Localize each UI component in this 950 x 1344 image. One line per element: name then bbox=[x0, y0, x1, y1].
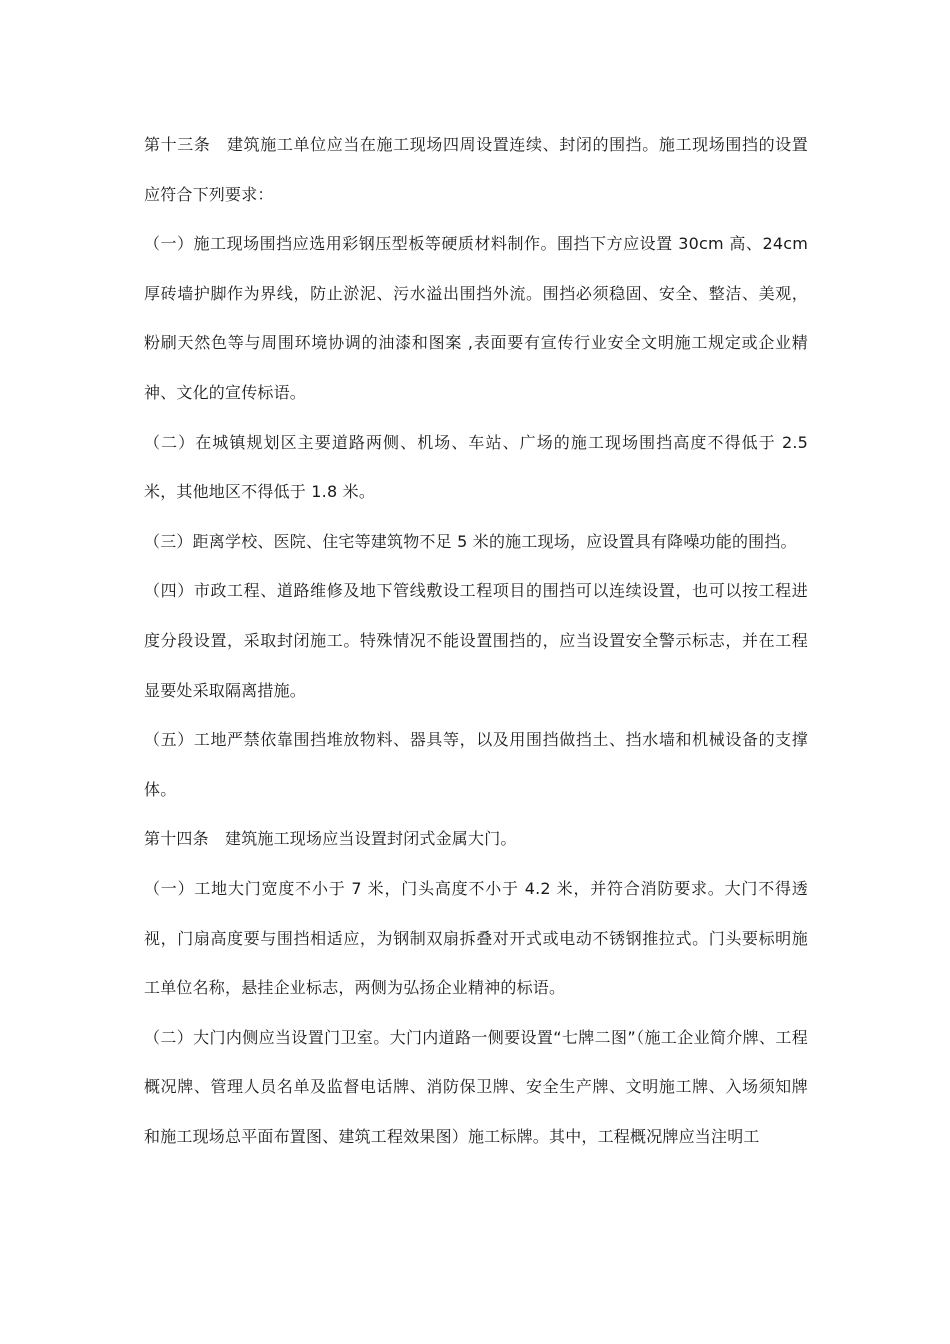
article-14-heading: 第十四条 建筑施工现场应当设置封闭式金属大门。 bbox=[144, 829, 517, 849]
article-14-item-2: （二）大门内侧应当设置门卫室。大门内道路一侧要设置“七牌二图”（施工企业简介牌、工程概况牌、管理人员名单及监督电话牌、消防保卫牌、安全生产牌、文明施工牌、入场须知牌和施工现场总平面布置图、建筑工程效果图）施工标牌。其中，工程概况牌应当注明工 bbox=[144, 1027, 808, 1146]
article-13-item-5: （五）工地严禁依靠围挡堆放物料、器具等，以及用围挡做挡土、挡水墙和机械设备的支撑体。 bbox=[144, 730, 808, 799]
article-13-item-3: （三）距离学校、医院、住宅等建筑物不足 5 米的施工现场，应设置具有降噪功能的围挡。 bbox=[144, 531, 797, 551]
article-13-item-1: （一）施工现场围挡应选用彩钢压型板等硬质材料制作。围挡下方应设置 30cm 高、24cm 厚砖墙护脚作为界线，防止淤泥、污水溢出围挡外流。围挡必须稳固、安全、整洁、美观，粉刷天然色等与周围环境协调的油漆和图案 ,表面要有宣传行业安全文明施工规定或企业精神、文化的宣传标语。 bbox=[144, 234, 808, 402]
document-body bbox=[144, 120, 808, 1161]
article-13-heading: 第十三条 建筑施工单位应当在施工现场四周设置连续、封闭的围挡。施工现场围挡的设置应符合下列要求： bbox=[144, 135, 808, 204]
article-14-item-1: （一）工地大门宽度不小于 7 米，门头高度不小于 4.2 米，并符合消防要求。大门不得透视，门扇高度要与围挡相适应，为钢制双扇拆叠对开式或电动不锈钢推拉式。门头要标明施工单位名称，悬挂企业标志，两侧为弘扬企业精神的标语。 bbox=[144, 878, 808, 998]
article-13-item-2: （二）在城镇规划区主要道路两侧、机场、车站、广场的施工现场围挡高度不得低于 2.5 米，其他地区不得低于 1.8 米。 bbox=[144, 432, 808, 502]
article-13-item-4: （四）市政工程、道路维修及地下管线敷设工程项目的围挡可以连续设置，也可以按工程进度分段设置，采取封闭施工。特殊情况不能设置围挡的，应当设置安全警示标志，并在工程显要处采取隔离措施。 bbox=[144, 581, 808, 700]
